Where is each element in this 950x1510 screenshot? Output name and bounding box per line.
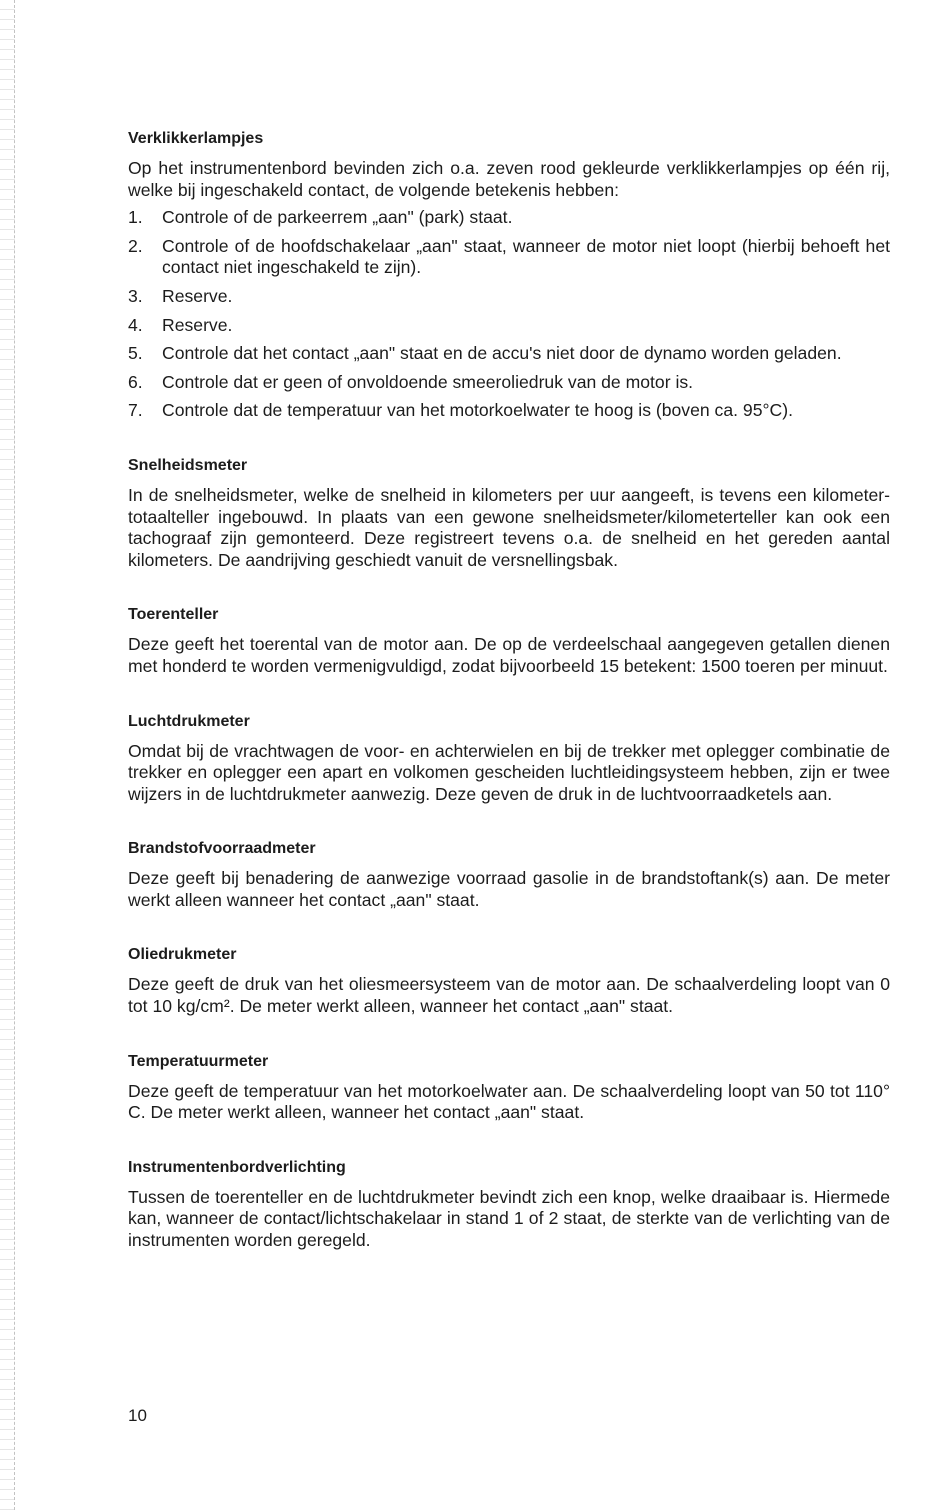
binding-edge bbox=[0, 0, 15, 1510]
section-luchtdrukmeter bbox=[128, 711, 890, 806]
item-number: 6. bbox=[128, 371, 143, 392]
section-heading: Temperatuurmeter bbox=[128, 1052, 269, 1070]
section-intro: Op het instrumentenbord bevinden zich o.a. zeven rood gekleurde verklikkerlampjes op één rij, welke bij ingeschakeld contact, de volgende betekenis hebben: bbox=[128, 158, 890, 200]
item-text: Reserve. bbox=[162, 314, 233, 335]
section-body: In de snelheidsmeter, welke de snelheid in kilometers per uur aangeeft, is tevens een kilometer-totaalteller ingebouwd. In plaats van een gewone snelheidsmeter/kilometerteller kan ook een tachograaf zijn gemonteerd. Deze registreert tevens o.a. de snelheid en het gereden aantal kilometers. De aandrijving geschiedt vanuit de versnellingsbak. bbox=[128, 484, 890, 570]
section-heading: Snelheidsmeter bbox=[128, 456, 248, 474]
item-text: Controle of de parkeerrem „aan" (park) staat. bbox=[162, 207, 513, 228]
item-number: 2. bbox=[128, 235, 143, 256]
list-item bbox=[128, 400, 890, 422]
item-text: Controle dat het contact „aan" staat en de accu's niet door de dynamo worden geladen. bbox=[162, 343, 842, 364]
list-item bbox=[128, 343, 890, 365]
section-oliedrukmeter bbox=[128, 944, 890, 1017]
section-heading: Luchtdrukmeter bbox=[128, 712, 250, 730]
item-number: 5. bbox=[128, 343, 143, 364]
document-page bbox=[128, 128, 890, 1285]
section-body: Deze geeft het toerental van de motor aan. De op de verdeelschaal aangegeven getallen dienen met honderd te worden vermenigvuldigd, zodat bijvoorbeeld 15 betekent: 1500 toeren per minuut. bbox=[128, 634, 890, 676]
item-number: 7. bbox=[128, 400, 143, 421]
page-number: 10 bbox=[128, 1406, 147, 1425]
list-item bbox=[128, 372, 890, 394]
section-body: Tussen de toerenteller en de luchtdrukmeter bevindt zich een knop, welke draaibaar is. Hiermede kan, wanneer de contact/lichtschakelaar in stand 1 of 2 staat, de sterkte van de verlichting van de instrumenten worden geregeld. bbox=[128, 1186, 890, 1251]
section-body: Deze geeft de druk van het oliesmeersysteem van de motor aan. De schaalverdeling loopt van 0 tot 10 kg/cm². De meter werkt alleen, wanneer het contact „aan" staat. bbox=[128, 974, 890, 1017]
item-number: 1. bbox=[128, 207, 143, 228]
section-temperatuurmeter bbox=[128, 1051, 890, 1124]
list-item bbox=[128, 286, 890, 308]
item-text: Controle dat er geen of onvoldoende smeeroliedruk van de motor is. bbox=[162, 371, 694, 392]
section-instrumentenbordverlichting bbox=[128, 1157, 890, 1252]
section-verklikkerlampjes bbox=[128, 128, 890, 422]
section-heading: Instrumentenbordverlichting bbox=[128, 1158, 346, 1176]
indicator-list bbox=[128, 207, 890, 422]
section-body: Deze geeft bij benadering de aanwezige voorraad gasolie in de brandstoftank(s) aan. De meter werkt alleen wanneer het contact „aan" staat. bbox=[128, 868, 890, 910]
section-brandstofvoorraadmeter bbox=[128, 838, 890, 911]
section-snelheidsmeter bbox=[128, 455, 890, 571]
list-item bbox=[128, 207, 890, 229]
section-heading: Toerenteller bbox=[128, 606, 219, 624]
section-heading: Verklikkerlampjes bbox=[128, 130, 264, 147]
item-text: Controle of de hoofdschakelaar „aan" staat, wanneer de motor niet loopt (hierbij behoeft het contact niet ingeschakeld te zijn). bbox=[162, 235, 890, 278]
section-toerenteller bbox=[128, 604, 890, 677]
list-item bbox=[128, 315, 890, 337]
section-heading: Brandstofvoorraadmeter bbox=[128, 840, 316, 858]
item-text: Reserve. bbox=[162, 285, 233, 306]
item-number: 3. bbox=[128, 285, 143, 306]
list-item bbox=[128, 236, 890, 279]
item-number: 4. bbox=[128, 314, 143, 335]
section-body: Deze geeft de temperatuur van het motorkoelwater aan. De schaalverdeling loopt van 50 tot 110° C. De meter werkt alleen, wanneer het contact „aan" staat. bbox=[128, 1080, 890, 1123]
section-body: Omdat bij de vrachtwagen de voor- en achterwielen en bij de trekker met oplegger combinatie de trekker en oplegger een apart en volkomen gescheiden luchtleidingsysteem hebben, zijn er twee wijzers in de luchtdrukmeter aanwezig. Deze geven de druk in de luchtvoorraadketels aan. bbox=[128, 740, 890, 804]
section-heading: Oliedrukmeter bbox=[128, 946, 237, 964]
item-text: Controle dat de temperatuur van het motorkoelwater te hoog is (boven ca. 95°C). bbox=[162, 400, 793, 421]
